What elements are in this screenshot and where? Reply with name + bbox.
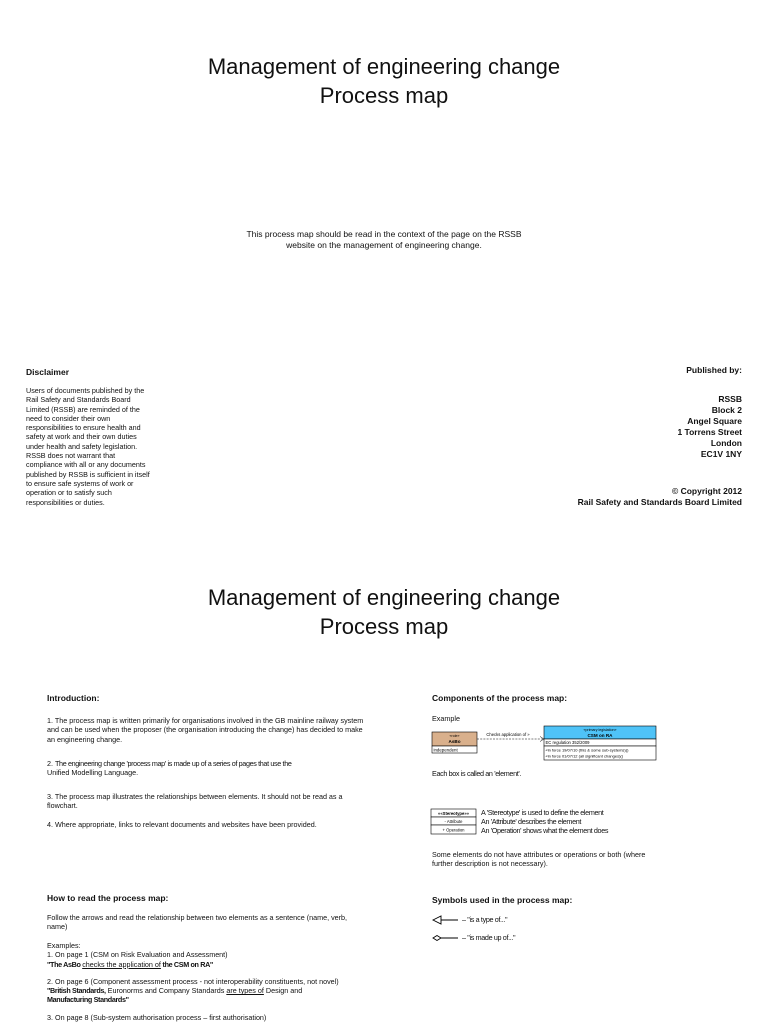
context-note-line1: This process map should be read in the context of the page on the RSSB <box>246 229 522 239</box>
example-1-context: 1. On page 1 (CSM on Risk Evaluation and Assessment) <box>47 950 228 960</box>
address-line: RSSB <box>718 394 742 404</box>
page2-title <box>0 583 768 641</box>
page1-context-note <box>0 229 768 251</box>
csm-operation-2: «in force 01/07/12 (all significant changes)() <box>545 753 624 759</box>
asbo-stereotype: «role» <box>449 734 460 738</box>
csm-element <box>544 726 656 760</box>
disclaimer-line: RSSB does not warrant that <box>26 451 116 461</box>
intro-paragraph-1: 1. The process map is written primarily for organisations involved in the GB mainline railway system and can be used when the proposer (the organisation introducing the change) has decided to make an engineering change. <box>47 716 364 744</box>
example-2-object-rest: Manufacturing Standards" <box>47 995 129 1005</box>
asbo-attribute: independent <box>433 747 458 753</box>
intro-p2-text-rest: Unified Modelling Language. <box>47 768 139 778</box>
csm-name: CSM on RA <box>587 733 613 738</box>
context-note-line2: website on the management of engineering change. <box>286 240 482 250</box>
disclaimer-line: safety at work and their own duties <box>26 432 137 442</box>
aggregation-diamond-icon <box>432 932 460 944</box>
company-name: Rail Safety and Standards Board Limited <box>577 497 742 507</box>
example-2-context: 2. On page 6 (Component assessment process - not interoperability constituents, not novel) <box>47 976 339 986</box>
introduction-heading: Introduction: <box>47 693 100 703</box>
legend-attribute-description: An 'Attribute' describes the element <box>481 817 582 826</box>
published-by-label: Published by: <box>686 365 742 375</box>
intro-paragraph-4: 4. Where appropriate, links to relevant documents and websites have been provided. <box>47 820 317 829</box>
example-2-sentence <box>47 986 377 1005</box>
example-1-sentence <box>47 960 377 969</box>
address-line: 1 Torrens Street <box>677 427 742 437</box>
example-1-verb: checks the application of <box>82 959 161 969</box>
disclaimer-line: responsibilities to ensure health and <box>26 423 141 433</box>
disclaimer-heading: Disclaimer <box>26 367 69 377</box>
components-note: Some elements do not have attributes or operations or both (where further description is not necessary). <box>432 850 646 869</box>
components-heading: Components of the process map: <box>432 693 568 703</box>
examples-label: Examples: <box>47 941 81 950</box>
element-legend-diagram <box>430 807 478 837</box>
copyright-line: © Copyright 2012 <box>671 486 742 496</box>
asbo-name: AsBo <box>448 739 461 744</box>
disclaimer-line: to ensure safe systems of work or <box>26 478 134 488</box>
disclaimer-line: operation or to satisfy such <box>26 488 112 498</box>
copyright-block <box>578 486 742 508</box>
disclaimer-line: Users of documents published by the <box>26 386 145 395</box>
symbols-heading: Symbols used in the process map: <box>432 895 573 905</box>
asbo-element <box>432 732 477 753</box>
csm-stereotype: «primary legislation» <box>583 728 617 732</box>
page2-title-line2: Process map <box>319 614 449 639</box>
disclaimer-text <box>26 386 166 507</box>
example-1-subject: "The AsBo <box>47 959 83 969</box>
example-2-subject-rest: Euronorms and Company Standards <box>105 986 227 996</box>
legend-operation: + Operation <box>442 827 465 833</box>
intro-paragraph-2 <box>47 759 377 778</box>
legend-stereotype: ««Stereotype»» <box>438 810 469 816</box>
intro-p2-text: The engineering change 'process map' is made up of a series of pages that use the <box>55 759 292 768</box>
connector-label: Checks application of » <box>486 732 530 737</box>
intro-p2-number: 2. <box>47 759 55 768</box>
address-line: EC1V 1NY <box>700 449 742 459</box>
page2-title-line1: Management of engineering change <box>207 585 561 610</box>
address-line: Angel Square <box>687 416 742 426</box>
page1-title-line2: Process map <box>319 83 449 108</box>
disclaimer-line: under health and safety legislation. <box>26 441 138 451</box>
legend-operation-description: An 'Operation' shows what the element does <box>481 826 609 835</box>
address-line: Block 2 <box>711 405 742 415</box>
how-to-read-examples <box>47 941 377 1022</box>
csm-operation-1: «in force 19/07/10 (this & some sub-systems)() <box>545 747 629 753</box>
example-2-verb: are types of <box>226 986 264 996</box>
generalisation-arrow-icon <box>432 914 460 926</box>
generalisation-meaning: – "is a type of..." <box>462 915 508 924</box>
disclaimer-line: responsibilities or duties. <box>26 497 105 507</box>
publisher-address <box>677 394 742 460</box>
page1-title <box>0 52 768 110</box>
example-3-context: 3. On page 8 (Sub-system authorisation process – first authorisation) <box>47 1012 267 1022</box>
example-2-object: Design and <box>263 986 303 996</box>
element-legend-descriptions <box>481 808 608 835</box>
intro-paragraph-3: 3. The process map illustrates the relationships between elements. It should not be read as a flowchart. <box>47 792 343 811</box>
how-to-read-paragraph: Follow the arrows and read the relationship between two elements as a sentence (name, verb, name) <box>47 913 348 932</box>
element-caption: Each box is called an 'element'. <box>432 769 522 778</box>
example-2-subject: "British Standards, <box>47 986 106 996</box>
address-line: London <box>710 438 742 448</box>
disclaimer-line: published by RSSB is sufficient in itself <box>26 469 150 479</box>
csm-attribute: EC regulation 352/2009 <box>545 740 590 745</box>
disclaimer-line: need to consider their own <box>26 413 111 423</box>
legend-stereotype-description: A 'Stereotype' is used to define the element <box>481 808 604 817</box>
example-element-diagram <box>430 722 662 764</box>
legend-attribute: - Attribute <box>444 818 463 824</box>
page1-title-line1: Management of engineering change <box>207 54 561 79</box>
example-label: Example <box>432 714 460 723</box>
disclaimer-line: compliance with all or any documents <box>26 460 146 470</box>
aggregation-meaning: – "is made up of..." <box>462 933 516 942</box>
disclaimer-line: Limited (RSSB) are reminded of the <box>26 404 140 414</box>
disclaimer-line: Rail Safety and Standards Board <box>26 395 131 405</box>
example-1-object: the CSM on RA" <box>160 959 213 969</box>
how-to-read-heading: How to read the process map: <box>47 893 169 903</box>
